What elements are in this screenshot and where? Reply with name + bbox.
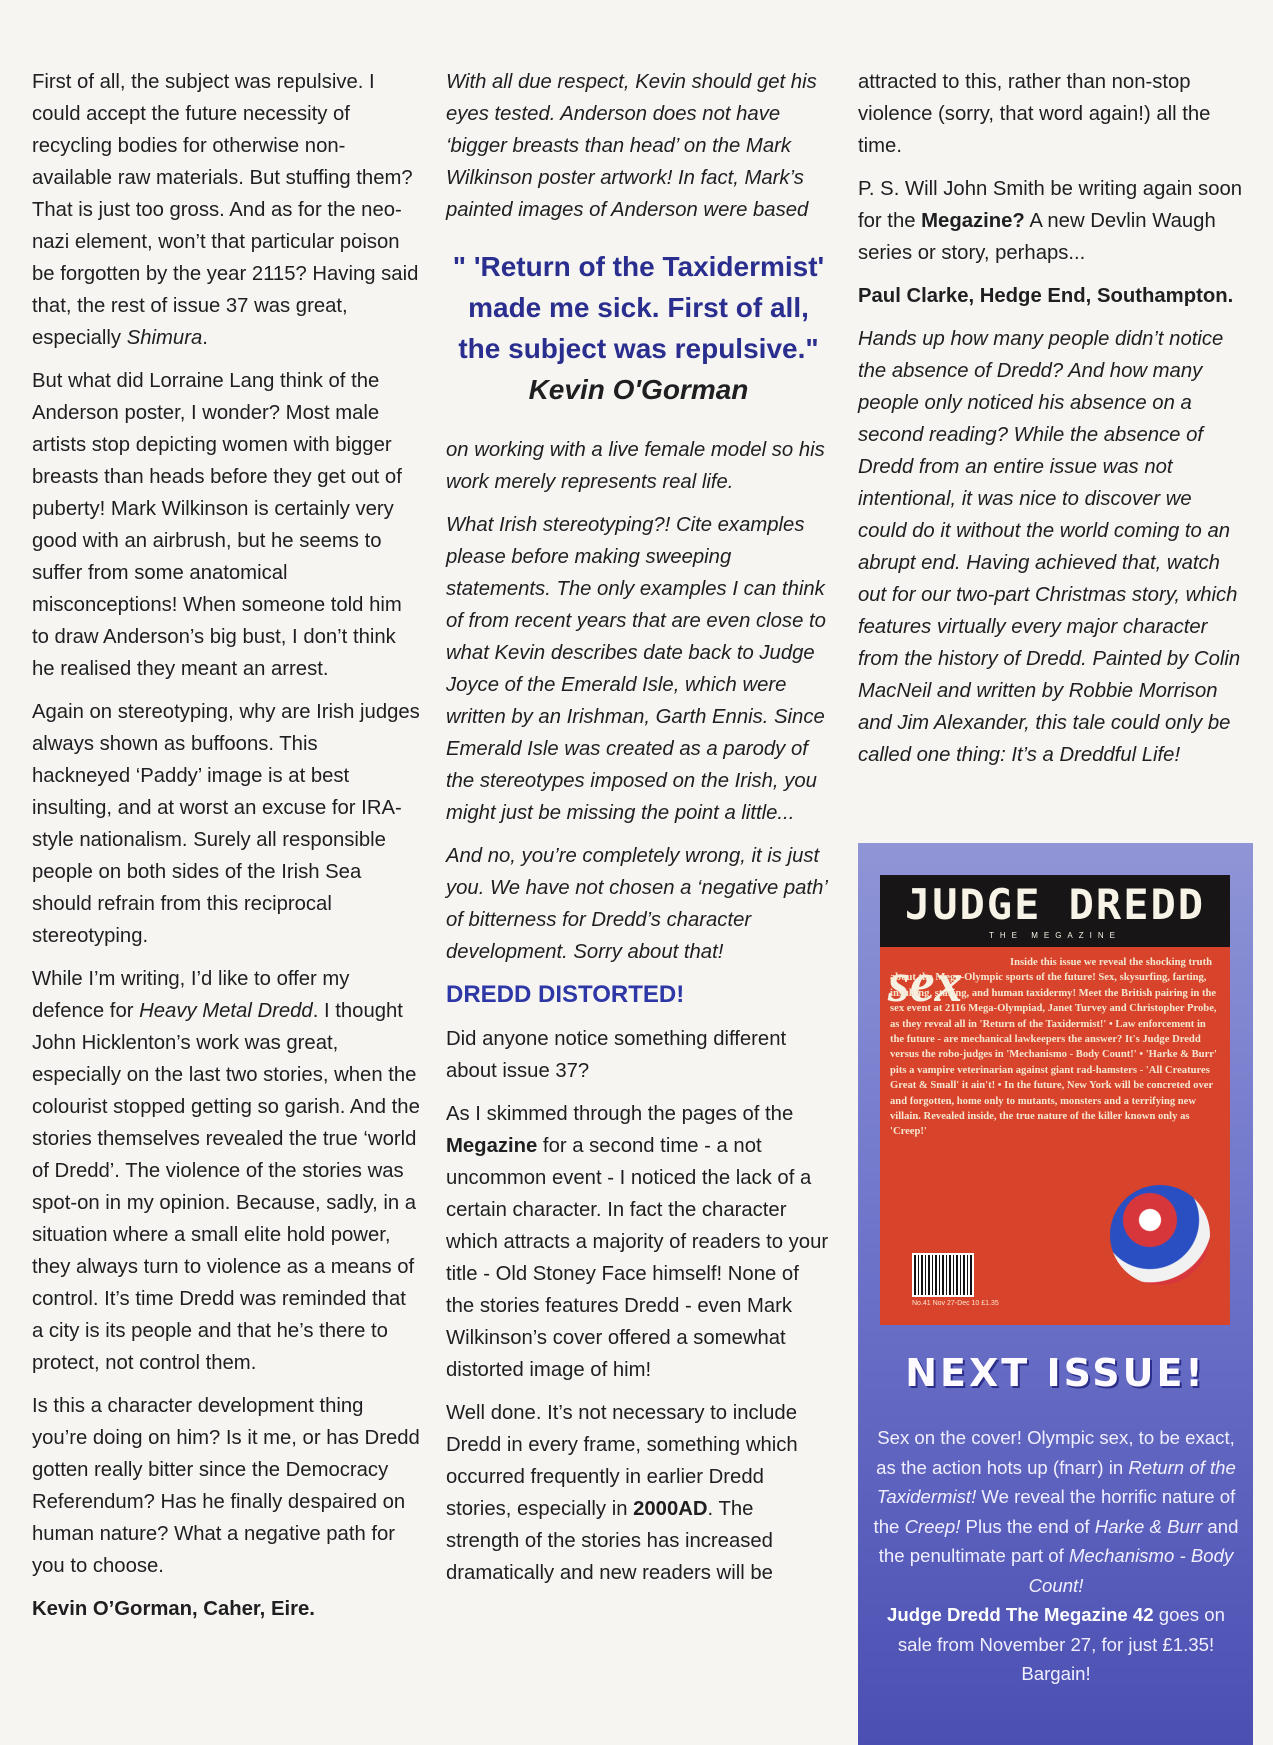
- section-heading: DREDD DISTORTED!: [446, 981, 685, 1008]
- emphasis: Heavy Metal Dredd: [139, 1000, 313, 1022]
- reply-paragraph: What Irish stereotyping?! Cite examples please before making sweeping statements. The only examples I can think of from recent years that are even close to what Kevin describes date back to Judge Joyce of the Emerald Isle, which were written by an Irishman, Garth Ennis. Since Emerald Isle was created as a parody of the stereotypes imposed on the Irish, you might just be missing the point a little...: [446, 514, 826, 824]
- letter-paragraph: Did anyone notice something different about issue 37?: [446, 1028, 787, 1082]
- barcode-icon: [912, 1253, 974, 1297]
- letter-signature: Kevin O’Gorman, Caher, Eire.: [32, 1598, 315, 1620]
- column-right: [858, 66, 1244, 782]
- reply-paragraph: And no, you’re completely wrong, it is just you. We have not chosen a ‘negative path’ of bitterness for Dredd’s character development. Sorry about that!: [446, 845, 827, 963]
- next-issue-panel: [858, 843, 1253, 1745]
- cover-subtitle: THE MEGAZINE: [988, 931, 1121, 940]
- reply-paragraph: on working with a live female model so his work merely represents real life.: [446, 439, 825, 493]
- letter-paragraph: As I skimmed through the pages of the Megazine for a second time - a not uncommon event - I noticed the lack of a certain character. In fact the character which attracts a majority of readers to your title - Old Stoney Face himself! None of the stories features Dredd - even Mark Wilkinson’s cover offered a somewhat distorted image of him!: [446, 1103, 829, 1381]
- pull-quote-author: Kevin O'Gorman: [528, 374, 749, 405]
- letter-paragraph: attracted to this, rather than non-stop violence (sorry, that word again!) all the time.: [858, 71, 1211, 157]
- cover-masthead: JUDGE DREDD: [880, 875, 1230, 947]
- letter-paragraph: P. S. Will John Smith be writing again soon for the Megazine? A new Devlin Waugh series or story, perhaps...: [858, 178, 1243, 264]
- letter-paragraph: While I’m writing, I’d like to offer my defence for Heavy Metal Dredd. I thought John Hicklenton’s work was great, especially on the last two stories, when the colourist stopped getting so garish. And the stories themselves revealed the true ‘world of Dredd’. The violence of the stories was spot-on in my opinion. Because, sadly, in a situation where a small elite hold power, they always turn to violence as a means of control. It’s time Dredd was reminded that a city is its people and that he’s there to protect, not control them.: [32, 968, 420, 1374]
- pull-quote-text: " 'Return of the Taxidermist' made me sick. First of all, the subject was repulsive.": [452, 251, 825, 364]
- letter-paragraph: But what did Lorraine Lang think of the Anderson poster, I wonder? Most male artists stop depicting women with bigger breasts than heads before they get out of puberty! Mark Wilkinson is certainly very good with an airbrush, but he seems to suffer from some anatomical misconceptions! When someone told him to draw Anderson’s big bust, I don’t think he realised they meant an arrest.: [32, 370, 402, 680]
- cover-headline: sex: [888, 952, 963, 1014]
- emphasis: Shimura: [126, 327, 203, 349]
- next-issue-text: Sex on the cover! Olympic sex, to be exact, as the action hots up (fnarr) in Return of the Taxidermist! We reveal the horrific nature of the Creep! Plus the end of Harke & Burr and the penultimate part of Mechanismo - Body Count! Judge Dredd The Megazine 42 goes on sale from November 27, for just £1.35! Bargain!: [873, 1427, 1239, 1684]
- letter-paragraph: First of all, the subject was repulsive. I could accept the future necessity of recycling bodies for otherwise non-available raw materials. But stuffing them? That is just too gross. And as for the neo-nazi element, won’t that particular poison be forgotten by the year 2115? Having said that, the rest of issue 37 was great, especially Shimura.: [32, 71, 419, 349]
- letter-signature: Paul Clarke, Hedge End, Southampton.: [858, 285, 1234, 307]
- emphasis: 2000AD: [633, 1498, 708, 1520]
- letter-paragraph: Well done. It’s not necessary to include Dredd in every frame, something which occurred frequently in earlier Dredd stories, especially in 2000AD. The strength of the stories has increased dramatically and new readers will be: [446, 1402, 798, 1584]
- reply-paragraph: Hands up how many people didn’t notice the absence of Dredd? And how many people only noticed his absence on a second reading? While the absence of Dredd from an entire issue was not intentional, it was nice to discover we could do it without the world coming to an abrupt end. Having achieved that, watch out for our two-part Christmas story, which features virtually every major character from the history of Dredd. Painted by Colin MacNeil and written by Robbie Morrison and Jim Alexander, this tale could only be called one thing: It’s a Dreddful Life!: [858, 328, 1241, 766]
- column-left: [32, 66, 420, 1636]
- pull-quote: [446, 246, 831, 410]
- column-middle: [446, 66, 831, 1600]
- letter-paragraph: Is this a character development thing you’re doing on him? Is it me, or has Dredd gotten really bitter since the Democracy Referendum? Has he finally despaired on human nature? What a negative path for you to choose.: [32, 1395, 420, 1577]
- cover-blurb: Inside this issue we reveal the shocking truth about the Mega-Olympic sports of the future! Sex, skysurfing, farting, insulting, staring, and human taxidermy! Meet the British pairing in the sex event at 2116 Mega-Olympiad, Janet Turvey and Christopher Probe, as they reveal all in 'Return of the Taxidermist!' • Law enforcement in the future - are mechanical lawkeepers the answer? It's Judge Dredd versus the robo-judges in 'Mechanismo - Body Count!' • 'Harke & Burr' pits a vampire veterinarian against giant rad-hamsters - 'All Creatures Great & Small' it ain't! • In the future, New York will be concreted over and forgotten, home only to mutants, monsters and a terrifying new villain. Revealed inside, the true nature of the killer known only as 'Creep!': [890, 957, 1217, 1138]
- reply-paragraph: With all due respect, Kevin should get his eyes tested. Anderson does not have ‘bigger breasts than head’ on the Mark Wilkinson poster artwork! In fact, Mark’s painted images of Anderson were based: [446, 71, 817, 221]
- letter-paragraph: Again on stereotyping, why are Irish judges always shown as buffoons. This hackneyed ‘Paddy’ image is at best insulting, and at worst an excuse for IRA-style nationalism. Surely all responsible people on both sides of the Irish Sea should refrain from this reciprocal stereotyping.: [32, 701, 420, 947]
- emphasis: Megazine: [446, 1135, 538, 1157]
- cover-image: [880, 875, 1230, 1325]
- emphasis: Megazine?: [921, 210, 1025, 232]
- cover-issue-info: No.41 Nov 27-Dec 10 £1.35: [912, 1300, 999, 1307]
- cover-illustration: [1110, 1185, 1210, 1285]
- next-issue-heading: NEXT ISSUE!: [905, 1351, 1206, 1395]
